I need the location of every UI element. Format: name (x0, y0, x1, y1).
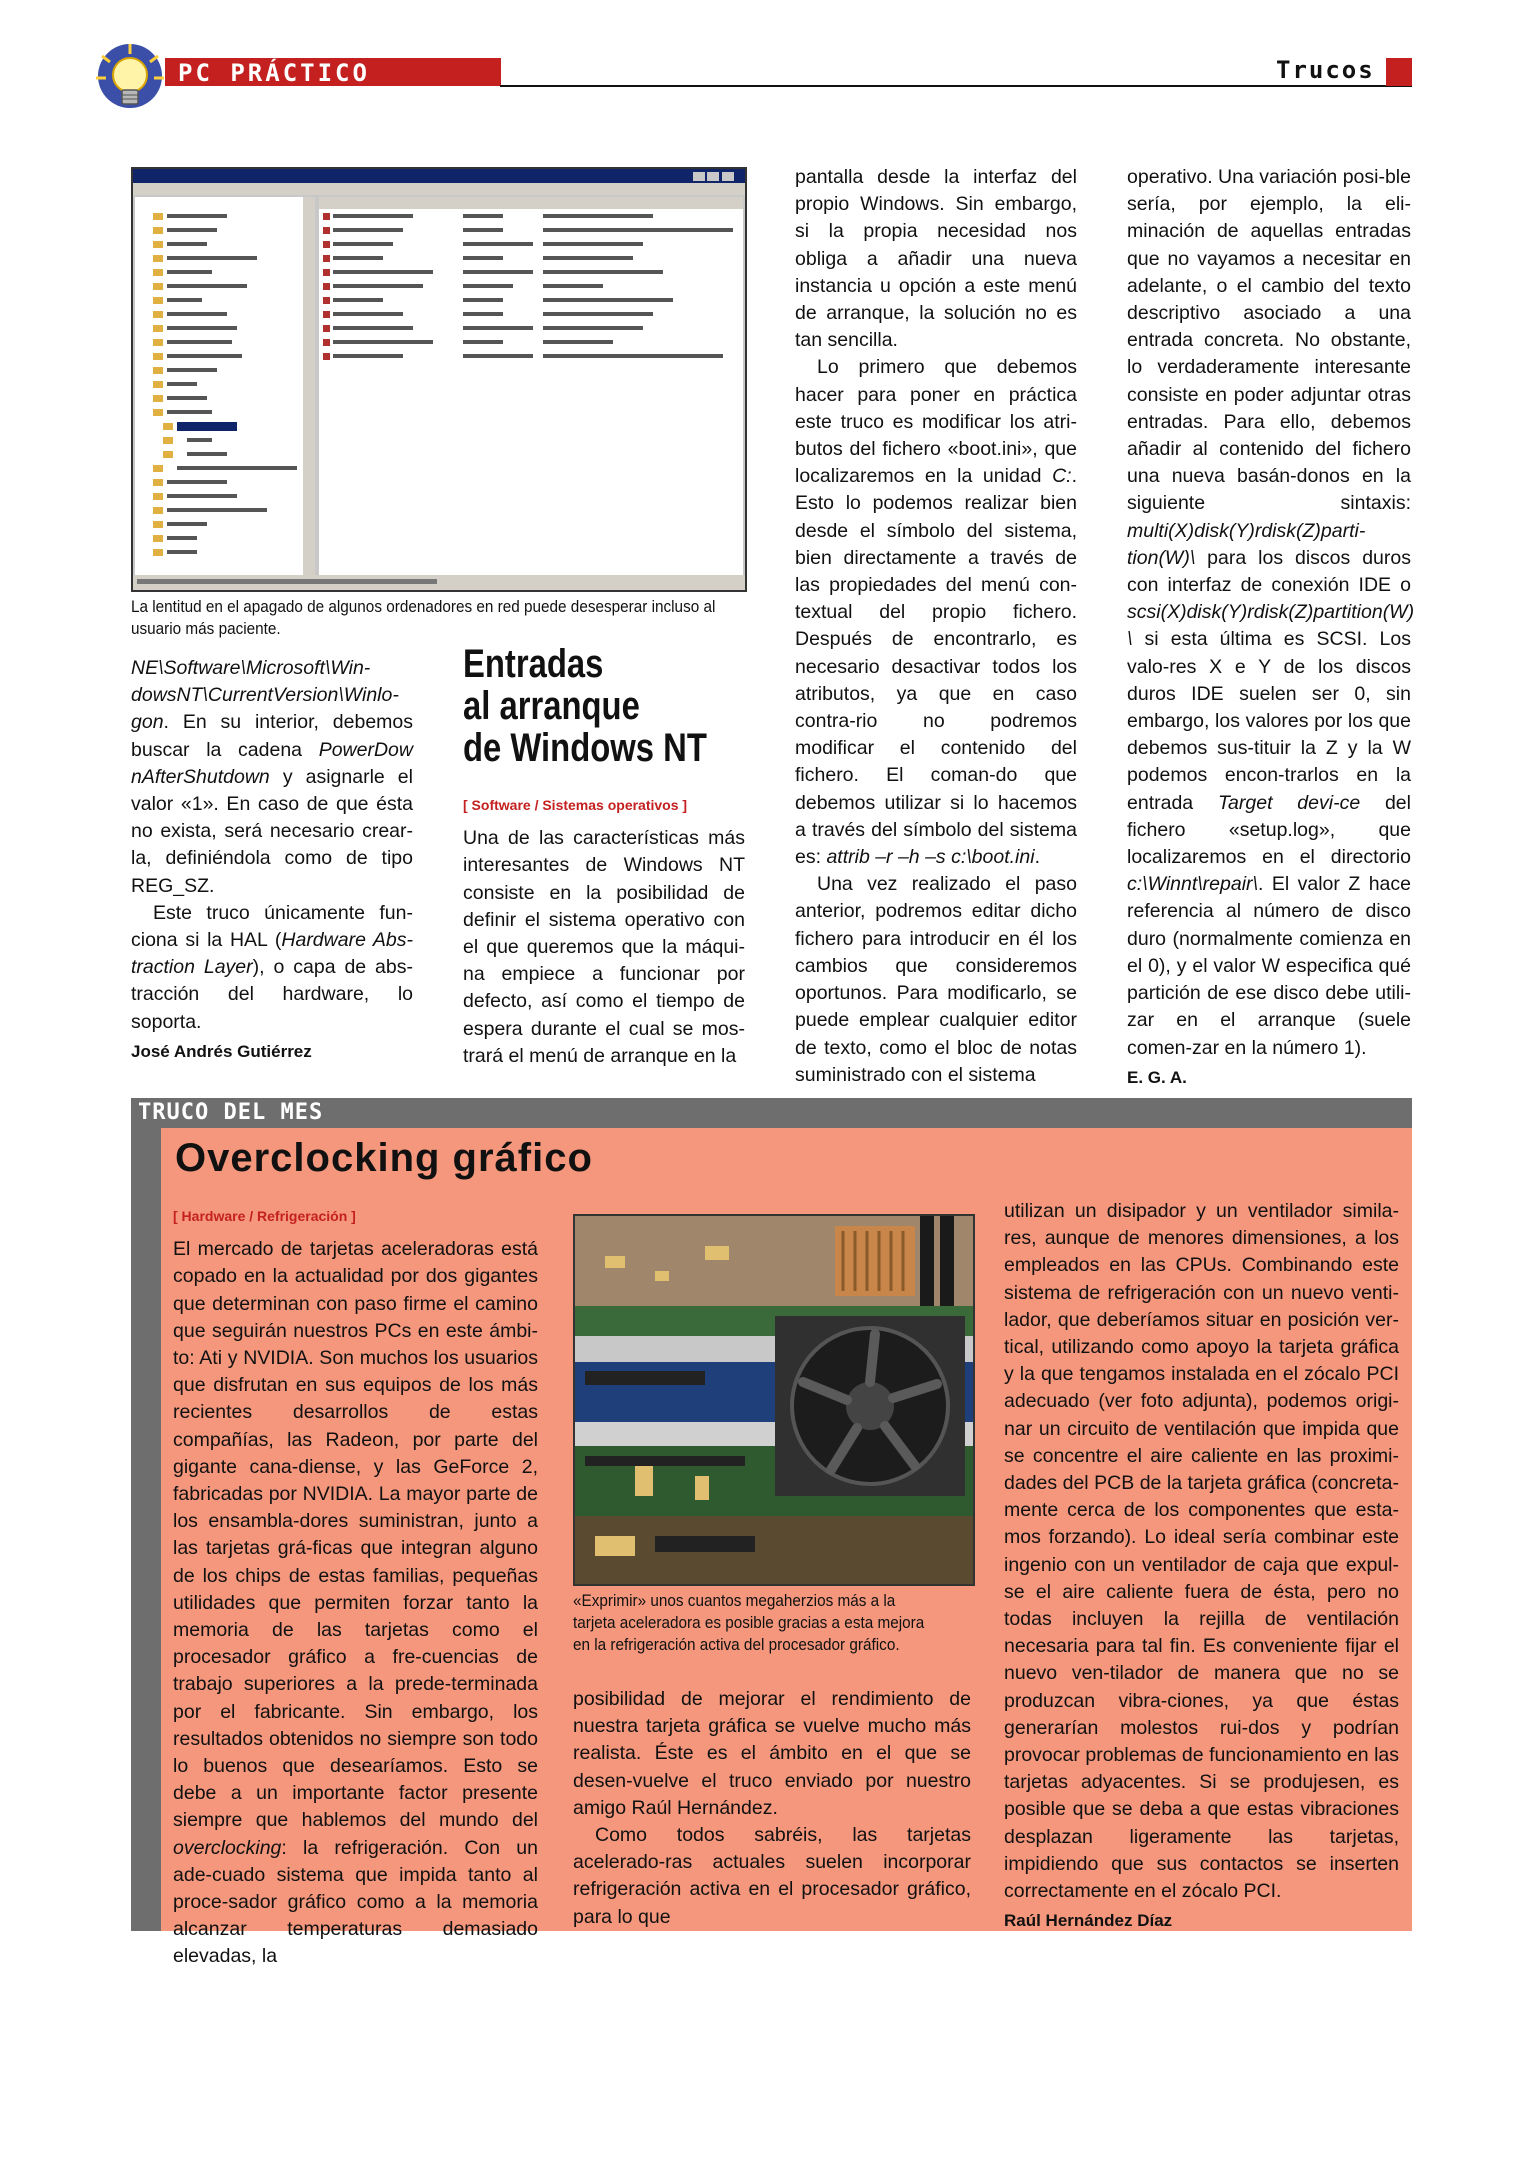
header-square (1386, 58, 1412, 86)
tdm-signature: Raúl Hernández Díaz (1004, 1911, 1173, 1931)
lightbulb-icon (90, 42, 170, 114)
tdm-column-2: posibilidad de mejorar el rendimiento de nuestra tarjeta gráfica se vuelve mucho más realista. Éste es el ámbito en el que se desen-vuelve el truco enviado por nuestro amigo Raúl Hernández. Como todos sabréis, las tarjetas acelerado-ras actuales suelen incorporar refrigeración activa en el procesador gráfico, para lo que (573, 1688, 971, 1928)
registry-path: NE\Software\Microsoft\Win-dowsNT\CurrentVersion\Winlo-gon (131, 657, 399, 734)
section-right-label: Trucos (1276, 56, 1375, 84)
registry-editor-screenshot (131, 167, 747, 592)
tdm-category: [ Hardware / Refrigeración ] (173, 1208, 356, 1224)
article2-column-2: pantalla desde la interfaz del propio Windows. Sin embargo, si la propia necesidad nos obliga a añadir una nueva instancia u opción a este menú de arranque, la solución no es tan sencilla. Lo primero que debemos hacer para poner en práctica este truco es modificar los atri-butos del fichero «boot.ini», que localizaremos en la unidad C:. Esto lo podemos realizar bien desde el símbolo del sistema, bien directamente a través de las propiedades del menú con-textual del propio fichero. Después de encontrarlo, es necesario desactivar todos los atributos, ya que en caso contra-rio no podremos modificar el contenido del fichero. El coman-do que debemos utilizar si lo hacemos a través del símbolo del sistema es: attrib –r –h –s c:\boot.ini. Una vez realizado el paso anterior, podremos editar dicho fichero para introducir en él los cambios que consideremos oportunos. Para modificarlo, se puede emplear cualquier editor de texto, como el bloc de notas suministrado con el sistema (795, 166, 1077, 1086)
article2-signature: E. G. A. (1127, 1067, 1187, 1087)
article1-signature: José Andrés Gutiérrez (131, 1041, 312, 1061)
article2-column-1: [ Software / Sistemas operativos ] Una de las características más interesantes de Windows NT consiste en la posibilidad de definir el sistema operativo con el que queremos que la máqui-na empiece a funcionar por defecto, así como el tiempo de espera durante el cual se mos-trará el menú de arranque en la (463, 792, 745, 1070)
truco-del-mes-label: TRUCO DEL MES (138, 1100, 324, 1125)
tdm-column-1: [ Hardware / Refrigeración ] El mercado de tarjetas aceleradoras está copado en la actualidad por dos gigantes que determinan con paso firme el camino que seguirán nuestros PCs en este ámbi-to: Ati y NVIDIA. Son muchos los usuarios que disfrutan en sus equipos de los más recientes desarrollos de estas compañías, las Radeon, por parte del gigante cana-diense, y las GeForce 2, fabricadas por NVIDIA. La mayor parte de los ensambla-dores suministran, junto a las tarjetas grá-ficas que integran alguno de los chips de estas familias, pequeñas utilidades que permiten forzar tanto la memoria de las tarjetas como el procesador gráfico a fre-cuencias de trabajo superiores a la prede-terminada por el fabricante. Sin embargo, los resultados obtenidos no siempre son todo lo buenos que desearíamos. Esto se debe a un importante factor presente siempre que hablemos del mundo del overclocking: la refrigeración. Con un ade-cuado sistema que impida tanto al proce-sador gráfico como a la memoria alcanzar temperaturas demasiado elevadas, la (173, 1203, 538, 1971)
truco-del-mes-title: Overclocking gráfico (175, 1136, 593, 1180)
article2-category: [ Software / Sistemas operativos ] (463, 797, 688, 813)
article2-title: Entradas al arranque de Windows NT (463, 642, 707, 770)
graphics-card-fan-photo (573, 1214, 975, 1586)
article2-column-3: operativo. Una variación posi-ble sería, por ejemplo, la eli-minación de aquellas entradas que no vayamos a necesitar en adelante, o el cambio del texto descriptivo asociado a una entrada concreta. No obstante, lo verdaderamente interesante consiste en poder adjuntar otras entradas. Para ello, debemos añadir al contenido del fichero una nueva basán-donos en la siguiente sintaxis: multi(X)disk(Y)rdisk(Z)parti-tion(W)\ para los discos duros con interfaz de conexión IDE o scsi(X)disk(Y)rdisk(Z)partition(W) \ si esta última es SCSI. Los valo-res X e Y de los discos duros IDE suelen ser 0, sin embargo, los valores por los que debemos sus-tituir la Z y la W podemos encon-trarlos en la entrada Target devi-ce del fichero «setup.log», que localizaremos en el directorio c:\Winnt\repair\. El valor Z hace referencia al número de disco duro (normalmente comienza en el 0), y el valor W especifica qué partición de ese disco debe utili-zar en el arranque (suele comen-zar en la número 1). E. G. A. (1127, 164, 1411, 1091)
truco-del-mes-sidebar (131, 1128, 161, 1931)
section-label: PC PRÁCTICO (178, 59, 370, 87)
screenshot-caption: La lentitud en el apagado de algunos ordenadores en red puede desesperar incluso al usuario más paciente. (131, 597, 716, 638)
article1-column: NE\Software\Microsoft\Win-dowsNT\CurrentVersion\Winlo-gon. En su interior, debemos buscar la cadena PowerDow nAfterShutdown y asignarle el valor «1». En caso de que ésta no exista, será necesario crear-la, definiéndola como de tipo REG_SZ. Este truco únicamente fun-ciona si la HAL (Hardware Abs-traction Layer), o capa de abs-tracción del hardware, lo soporta. José Andrés Gutiérrez (131, 655, 413, 1065)
photo-caption: «Exprimir» unos cuantos megaherzios más a la tarjeta aceleradora es posible gracias a esta mejora en la refrigeración activa del procesador gráfico. (573, 1591, 925, 1654)
header-rule (500, 85, 1412, 87)
tdm-column-3: utilizan un disipador y un ventilador simila-res, aunque de menores dimensiones, a los empleados en las CPUs. Combinando este sistema de refrigeración con un nuevo venti-lador, que deberíamos situar en posición ver-tical, utilizando como apoyo la tarjeta gráfica y la que tengamos instalada en el zócalo PCI adecuado (ver foto adjunta), podemos origi-nar un circuito de ventilación que impida que se concentre el aire caliente en las proximi-dades del PCB de la tarjeta gráfica (concreta-mente cerca de los componentes que esta-mos forzando). Lo ideal sería combinar este ingenio con un ventilador de caja que expul-se el aire caliente fuera de ésta, pero no todas incluyen la rejilla de ventilación necesaria para tal fin. Es conveniente fijar el nuevo ven-tilador de manera que no se produzcan vibra-ciones, ya que éstas generarían molestos rui-dos y podrían provocar problemas de funcionamiento en las tarjetas adyacentes. Si se produjesen, es posible que se deba a que estas vibraciones desplazan ligeramente las tarjetas, impidiendo que sus contactos se inserten correctamente en el zócalo PCI. Raúl Hernández Díaz (1004, 1198, 1399, 1934)
